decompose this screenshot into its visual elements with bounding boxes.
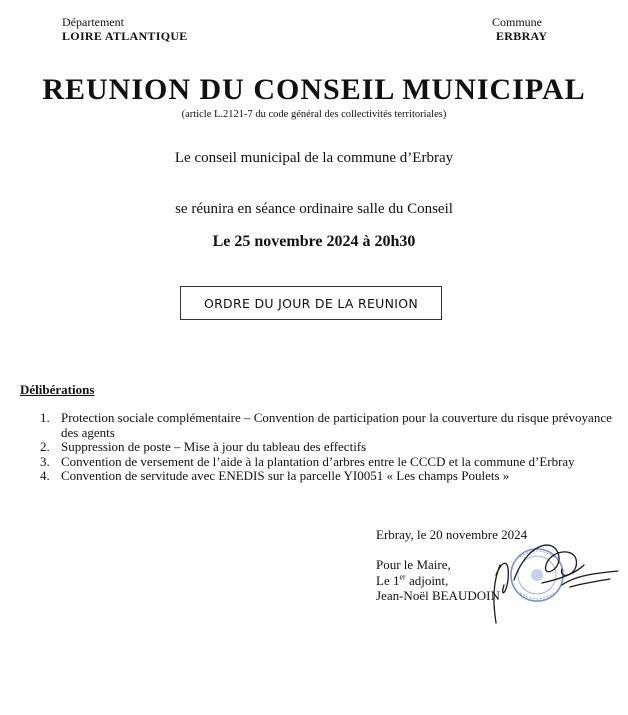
signature-line-mayor: Pour le Maire, xyxy=(376,557,451,572)
deputy-suffix: adjoint, xyxy=(405,572,449,588)
commune-label: Commune xyxy=(492,15,542,29)
commune-name: ERBRAY xyxy=(496,29,548,43)
list-item xyxy=(40,440,620,455)
list-item xyxy=(40,411,620,440)
item-number: 1. xyxy=(40,410,50,425)
document-title: REUNION DU CONSEIL MUNICIPAL xyxy=(42,73,586,106)
item-number: 4. xyxy=(40,468,50,483)
department-label: Département xyxy=(62,15,124,29)
item-text: Convention de servitude avec ENEDIS sur la parcelle YI0051 « Les champs Poulets » xyxy=(61,468,510,483)
item-number: 2. xyxy=(40,439,50,454)
agenda-heading: ORDRE DU JOUR DE LA REUNION xyxy=(203,295,419,311)
official-stamp xyxy=(511,549,563,601)
meeting-date: Le 25 novembre 2024 à 20h30 xyxy=(212,233,416,250)
department-name: LOIRE ATLANTIQUE xyxy=(62,29,188,43)
agenda-list xyxy=(40,411,620,484)
intro-line: Le conseil municipal de la commune d’Erbray xyxy=(174,150,454,166)
section-title: Délibérations xyxy=(20,382,95,397)
signatory-name: Jean-Noël BEAUDOIN xyxy=(376,588,500,603)
item-text: Suppression de poste – Mise à jour du tableau des effectifs xyxy=(61,439,367,454)
agenda-heading-box xyxy=(180,286,442,320)
session-line: se réunira en séance ordinaire salle du Conseil xyxy=(175,201,453,217)
legal-reference: (article L.2121-7 du code général des collectivités territoriales) xyxy=(181,109,447,120)
deputy-prefix: Le 1 xyxy=(376,572,400,588)
item-text: Protection sociale complémentaire – Convention de participation pour la couverture du risque prévoyance des agents xyxy=(61,410,612,440)
list-item xyxy=(40,469,620,484)
list-item xyxy=(40,455,620,470)
place-and-date: Erbray, le 20 novembre 2024 xyxy=(376,527,528,542)
stamp-and-signature xyxy=(480,535,620,630)
deputy-ordinal: er xyxy=(399,572,406,582)
item-text: Convention de versement de l’aide à la plantation d’arbres entre le CCCD et la commune d’Erbray xyxy=(61,453,575,469)
item-number: 3. xyxy=(40,453,50,469)
